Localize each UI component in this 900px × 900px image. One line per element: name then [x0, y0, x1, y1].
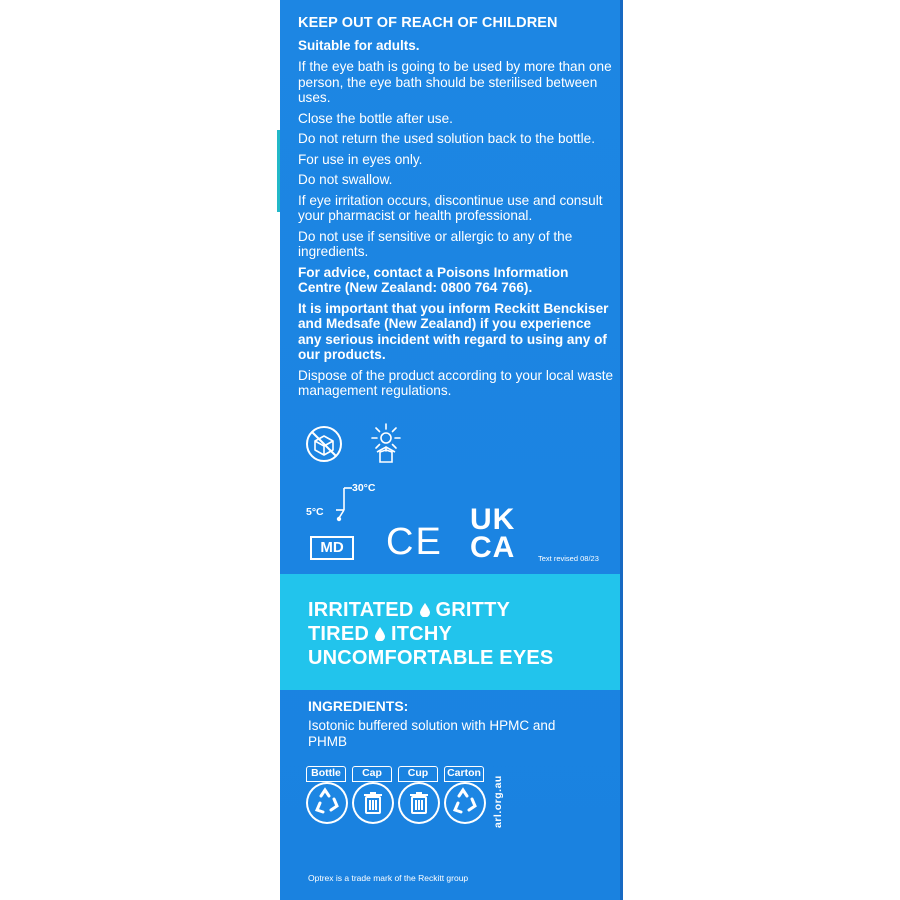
- ukca-mark: [470, 503, 516, 564]
- recycling-item-label: Cap: [352, 766, 392, 782]
- poisons-advice-text: For advice, contact a Poisons Information Centre (New Zealand: 0800 764 766).: [298, 264, 569, 295]
- symptom-itchy: ITCHY: [391, 623, 452, 645]
- warning-paragraph: Do not return the used solution back to the bottle.: [298, 131, 595, 146]
- recycling-item-bottle: [306, 766, 350, 828]
- recycling-label: [306, 766, 596, 830]
- symptoms-band: [280, 574, 620, 690]
- ingredients-section: [308, 698, 598, 750]
- recycling-item-cup: [398, 766, 442, 828]
- suitable-for-text: Suitable for adults.: [298, 38, 420, 53]
- recycling-item-label: Bottle: [306, 766, 346, 782]
- recycling-item-label: Cup: [398, 766, 438, 782]
- symptoms-line-1: [308, 598, 553, 622]
- symptom-gritty: GRITTY: [435, 599, 511, 621]
- ukca-top: UK: [470, 503, 516, 536]
- arl-website-text: arl.org.au: [492, 775, 504, 828]
- text-revised-date: Text revised 08/23: [538, 554, 599, 563]
- symptoms-line-2: [308, 622, 553, 646]
- do-not-reuse-box-icon: [304, 424, 344, 469]
- ce-mark: CE: [386, 521, 443, 563]
- warning-paragraph: Close the bottle after use.: [298, 110, 453, 126]
- warning-paragraph: If the eye bath is going to be used by more than one person, the eye bath should be sterilised between uses.: [298, 59, 612, 105]
- warning-paragraph: Do not swallow.: [298, 172, 393, 187]
- product-carton-panel: [280, 0, 620, 900]
- recycle-icon: [306, 782, 348, 824]
- medical-device-mark: MD: [310, 536, 354, 560]
- incident-report-text: It is important that you inform Reckitt Benckiser and Medsafe (New Zealand) if you experience any serious incident with regard to using any of our products.: [298, 300, 609, 362]
- ukca-bottom: CA: [470, 531, 516, 564]
- recycle-icon: [444, 782, 486, 824]
- warning-paragraph: Do not use if sensitive or allergic to any of the ingredients.: [298, 228, 573, 259]
- droplet-icon: [375, 627, 385, 641]
- trademark-notice: Optrex is a trade mark of the Reckitt group: [308, 873, 469, 883]
- droplet-icon: [420, 603, 430, 617]
- temperature-limit-icon: [306, 480, 396, 522]
- recycling-item-cap: [352, 766, 396, 828]
- temp-low-label: 5°C: [306, 506, 324, 518]
- bin-icon: [352, 782, 394, 824]
- keep-away-from-sunlight-icon: [364, 422, 408, 473]
- symptom-tired: TIRED: [308, 623, 369, 645]
- recycling-item-label: Carton: [444, 766, 484, 782]
- symptoms-line-3: UNCOMFORTABLE EYES: [308, 647, 554, 669]
- ingredients-title: INGREDIENTS:: [308, 698, 409, 714]
- symptoms-text: [308, 598, 553, 670]
- warning-heading: KEEP OUT OF REACH OF CHILDREN: [298, 15, 558, 31]
- recycling-item-carton: [444, 766, 488, 828]
- disposal-text: Dispose of the product according to your local waste management regulations.: [298, 367, 614, 398]
- symptom-irritated: IRRITATED: [308, 599, 414, 621]
- ingredients-text: Isotonic buffered solution with HPMC and PHMB: [308, 718, 556, 749]
- warning-paragraph: For use in eyes only.: [298, 151, 423, 167]
- bin-icon: [398, 782, 440, 824]
- warnings-section: [298, 14, 614, 399]
- temp-high-label: 30°C: [352, 482, 376, 494]
- warning-paragraph: If eye irritation occurs, discontinue use and consult your pharmacist or health professional.: [298, 192, 603, 223]
